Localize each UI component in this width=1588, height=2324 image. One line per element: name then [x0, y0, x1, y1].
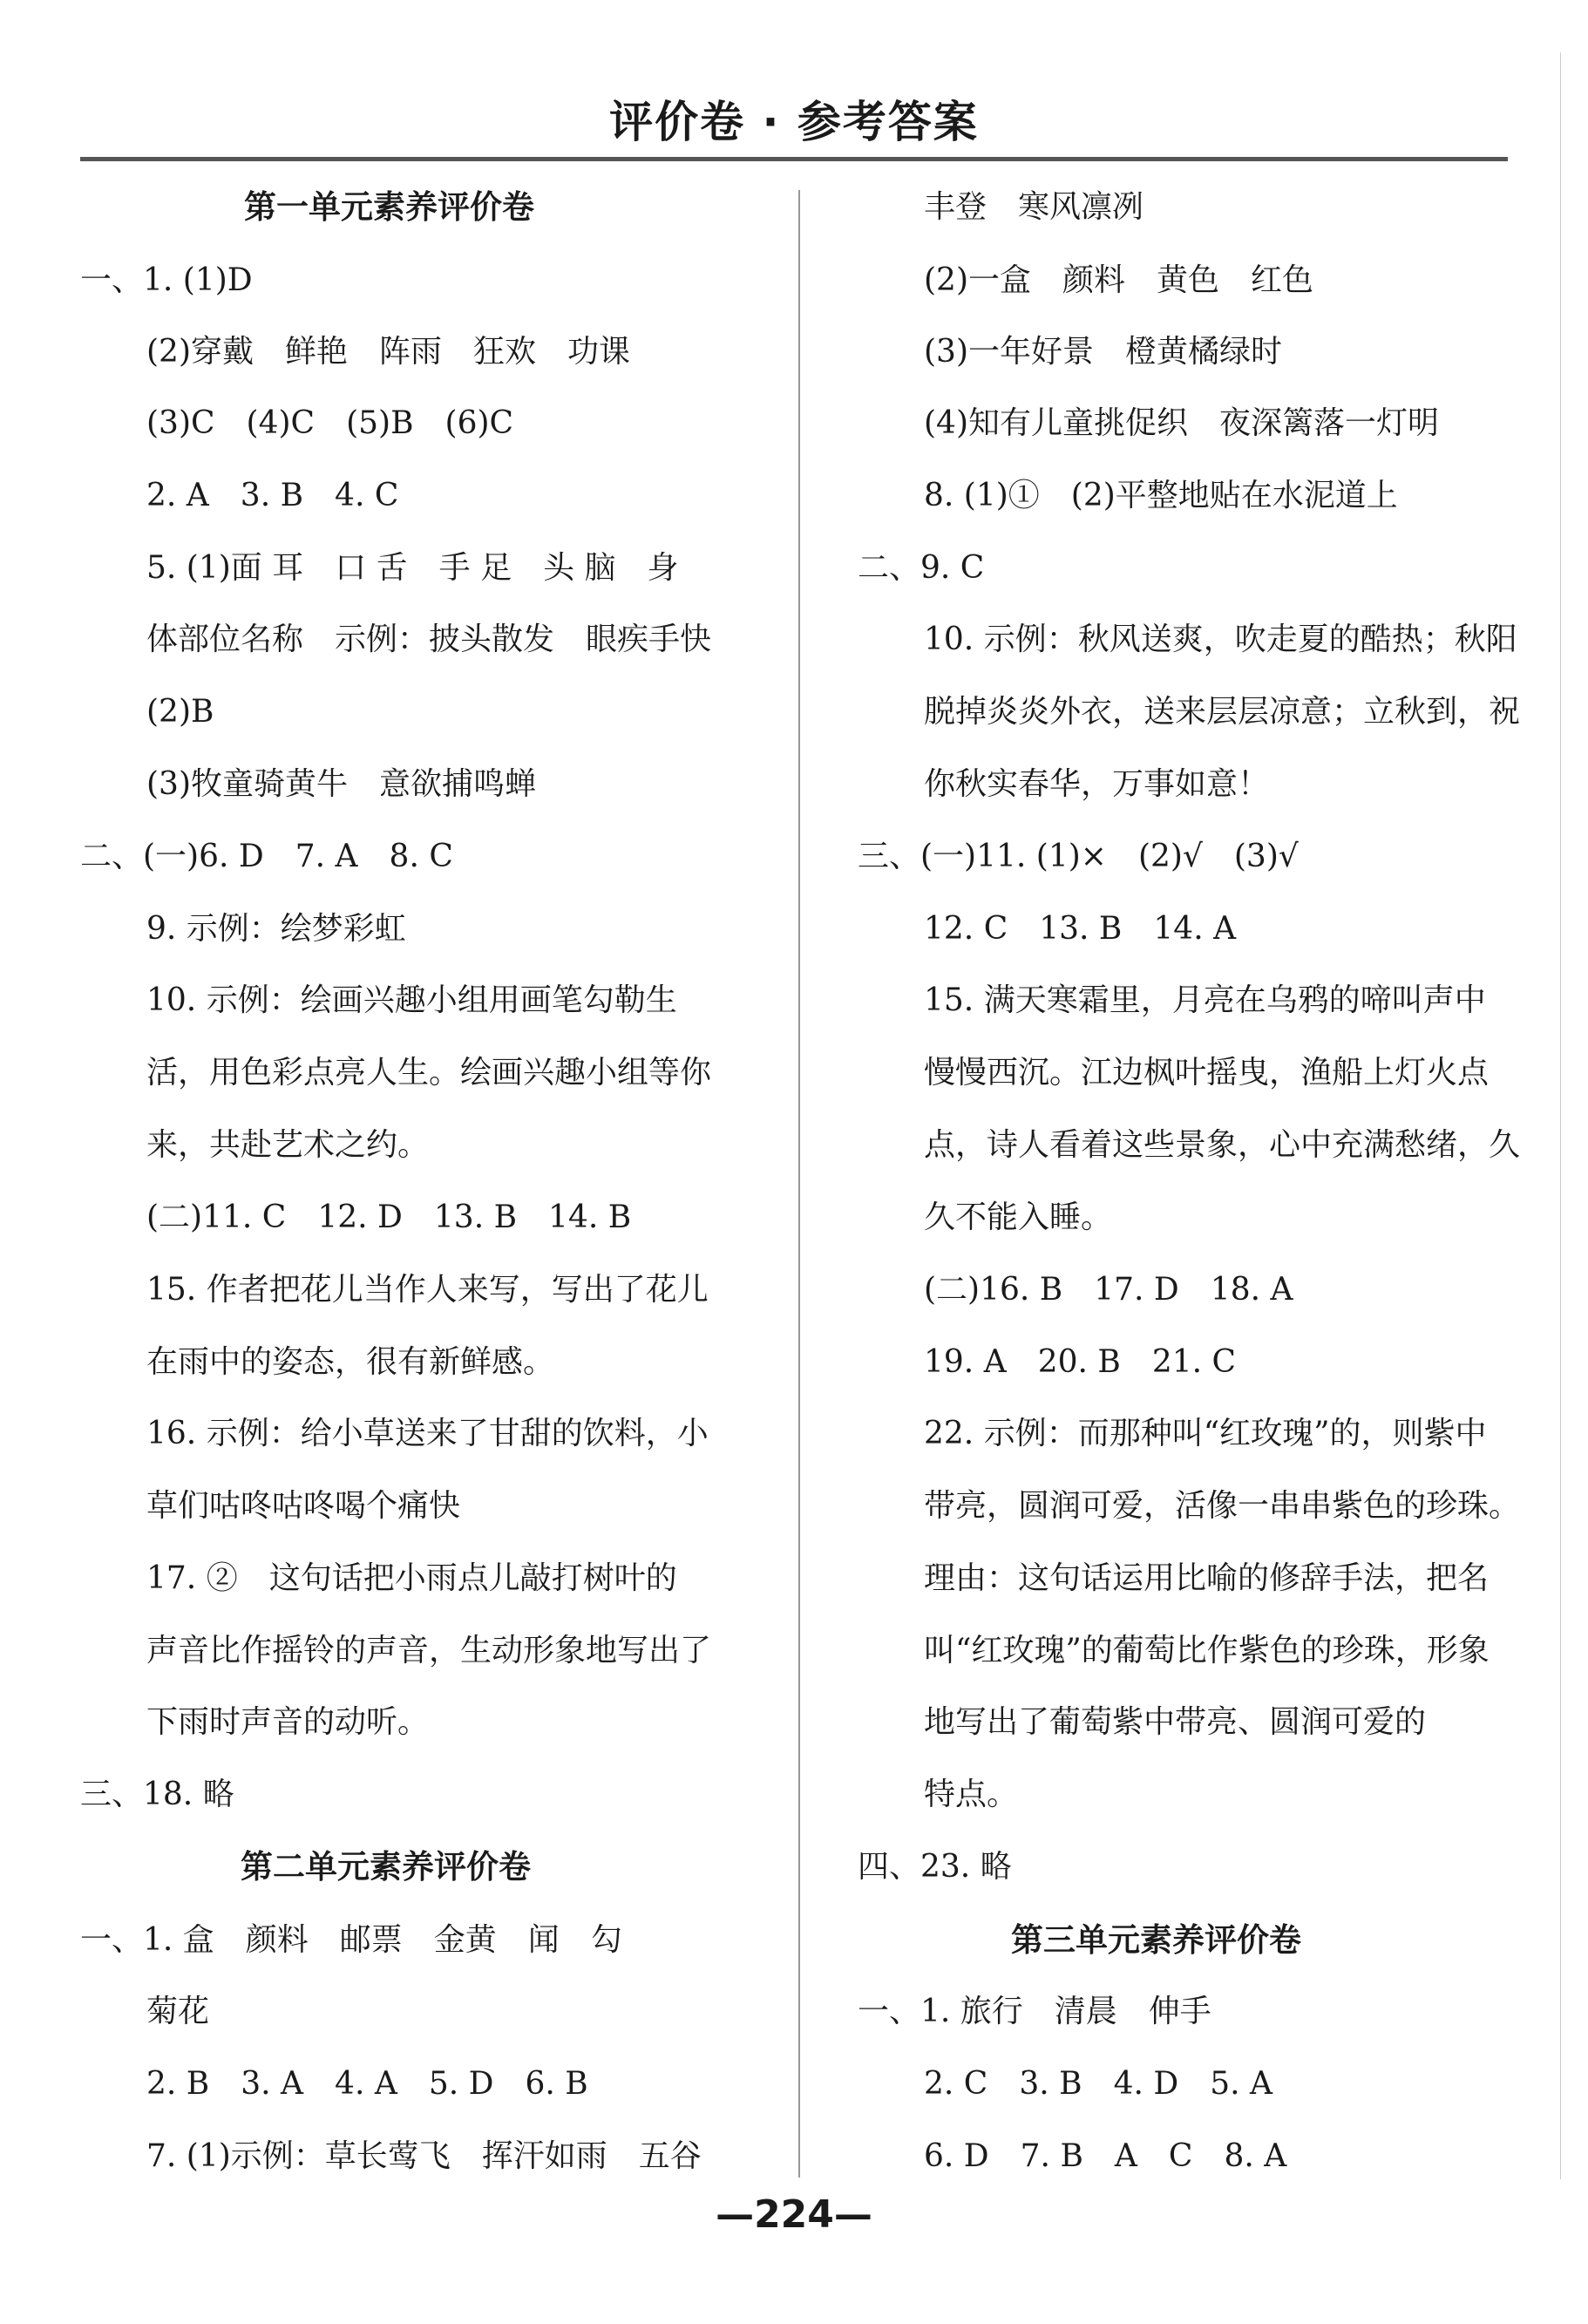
answer-line: 一、1. 盒 颜料 邮票 金黄 闻 勾	[80, 1922, 622, 1958]
unit2-title: 第二单元素养评价卷	[241, 1848, 531, 1886]
answer-line: 理由：这句话运用比喻的修辞手法，把名	[924, 1560, 1490, 1596]
answer-line: 草们咕咚咕咚喝个痛快	[146, 1488, 461, 1524]
answer-line: 带亮，圆润可爱，活像一串串紫色的珍珠。	[924, 1488, 1521, 1524]
answer-line: 地写出了葡萄紫中带亮、圆润可爱的	[924, 1704, 1427, 1740]
page-number: —224—	[716, 2192, 872, 2237]
answer-line: 12. C 13. B 14. A	[924, 911, 1237, 947]
answer-line: 10. 示例：秋风送爽，吹走夏的酷热；秋阳	[924, 622, 1517, 657]
answer-line: 特点。	[924, 1777, 1019, 1812]
answer-line: 二、(一)6. D 7. A 8. C	[80, 839, 453, 874]
answer-line: (3)C (4)C (5)B (6)C	[146, 405, 514, 441]
answer-line: 19. A 20. B 21. C	[924, 1344, 1237, 1380]
answer-line: 点，诗人看着这些景象，心中充满愁绪，久	[924, 1127, 1521, 1163]
answer-line: 久不能入睡。	[924, 1199, 1113, 1235]
answer-line: 二、9. C	[858, 550, 985, 586]
answer-line: 8. (1)① (2)平整地贴在水泥道上	[924, 478, 1398, 513]
page-edge-line	[1560, 52, 1561, 2179]
answer-line: 三、18. 略	[80, 1777, 234, 1812]
answer-line: 16. 示例：给小草送来了甘甜的饮料，小	[146, 1416, 709, 1451]
answer-line: (二)16. B 17. D 18. A	[924, 1272, 1293, 1308]
answer-line: 你秋实春华，万事如意！	[924, 766, 1270, 802]
answer-line: 一、1. (1)D	[80, 262, 253, 298]
answer-line: 10. 示例：绘画兴趣小组用画笔勾勒生	[146, 982, 677, 1018]
answer-line: 15. 作者把花儿当作人来写，写出了花儿	[146, 1272, 709, 1308]
answer-line: 17. ② 这句话把小雨点儿敲打树叶的	[146, 1560, 677, 1596]
answer-line: 在雨中的姿态，很有新鲜感。	[146, 1344, 555, 1380]
answer-line: 7. (1)示例：草长莺飞 挥汗如雨 五谷	[146, 2138, 702, 2174]
answer-line: 活，用色彩点亮人生。绘画兴趣小组等你	[146, 1055, 712, 1091]
answer-line: 四、23. 略	[858, 1849, 1012, 1885]
page-title: 评价卷 · 参考答案	[609, 97, 979, 147]
answer-line: 2. A 3. B 4. C	[146, 478, 399, 513]
answer-line: 慢慢西沉。江边枫叶摇曳，渔船上灯火点	[924, 1055, 1490, 1091]
answer-line: 叫“红玫瑰”的葡萄比作紫色的珍珠，形象	[924, 1633, 1490, 1668]
answer-line: 5. (1)面 耳 口 舌 手 足 头 脑 身	[146, 550, 679, 586]
answer-line: 脱掉炎炎外衣，送来层层凉意；立秋到，祝	[924, 694, 1521, 730]
answer-line: 6. D 7. B A C 8. A	[924, 2138, 1287, 2174]
unit1-title: 第一单元素养评价卷	[244, 188, 534, 226]
answer-line: 22. 示例：而那种叫“红玫瑰”的，则紫中	[924, 1416, 1487, 1451]
answer-line: (2)一盒 颜料 黄色 红色	[924, 262, 1313, 298]
answer-line: 菊花	[146, 1994, 210, 2029]
title-rule	[80, 157, 1508, 161]
answer-line: 丰登 寒风凛冽	[924, 189, 1144, 225]
answer-line: 一、1. 旅行 清晨 伸手	[858, 1994, 1211, 2029]
answer-line: 下雨时声音的动听。	[146, 1704, 430, 1740]
answer-line: (二)11. C 12. D 13. B 14. B	[146, 1199, 632, 1235]
answer-line: (3)一年好景 橙黄橘绿时	[924, 334, 1282, 370]
answer-line: 来，共赴艺术之约。	[146, 1127, 430, 1163]
answer-line: (4)知有儿童挑促织 夜深篱落一灯明	[924, 405, 1439, 441]
answer-line: (3)牧童骑黄牛 意欲捕鸣蝉	[146, 766, 536, 802]
answer-line: 15. 满天寒霜里，月亮在乌鸦的啼叫声中	[924, 982, 1486, 1018]
answer-line: (2)穿戴 鲜艳 阵雨 狂欢 功课	[146, 334, 630, 370]
answer-line: 9. 示例：绘梦彩虹	[146, 911, 406, 947]
column-divider	[798, 190, 800, 2178]
answer-line: 体部位名称 示例：披头散发 眼疾手快	[146, 622, 712, 657]
answer-line: (2)B	[146, 694, 214, 730]
answer-line: 2. B 3. A 4. A 5. D 6. B	[146, 2066, 588, 2102]
answer-line: 三、(一)11. (1)× (2)√ (3)√	[858, 839, 1299, 874]
answer-line: 2. C 3. B 4. D 5. A	[924, 2066, 1273, 2102]
unit3-title: 第三单元素养评价卷	[1011, 1921, 1301, 1959]
answer-line: 声音比作摇铃的声音，生动形象地写出了	[146, 1633, 712, 1668]
